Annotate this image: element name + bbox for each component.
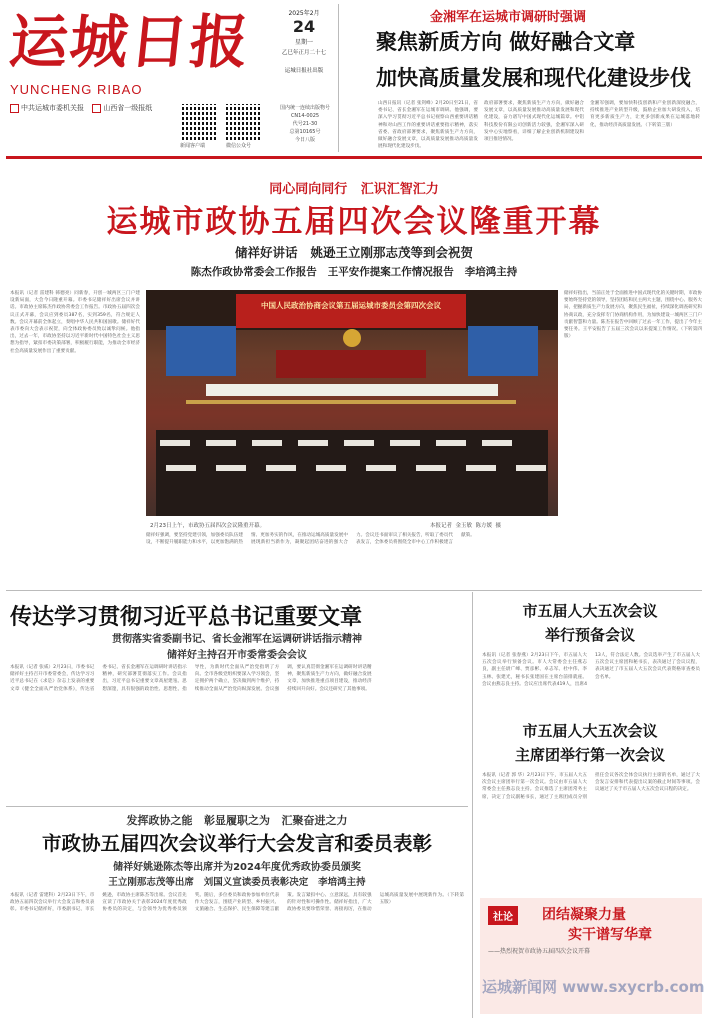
top-story-headline-1[interactable]: 聚焦新质方向 做好融合文章 — [376, 30, 636, 54]
top-story-body-1: 山西日报讯（记者 张剑峰）2月20日至21日，省委书记、省长金湘军在运城市调研。他强调，要深入学习贯彻习近平总书记视察山西重要讲话精神和对山西工作的重要讲话重要指示精神，落实省委、省政府部署要求，聚焦新质生产力方向，做好融合发展文章，以高质量发展推动高质量发展和现代化建设步伐。 — [378, 101, 478, 150]
date-day: 24 — [292, 17, 316, 36]
side1-headline-2[interactable]: 举行预备会议 — [544, 626, 635, 644]
main-subhead-2: 陈杰作政协常委会工作报告 王平安作提案工作情况报告 李培鸿主持 — [190, 266, 518, 278]
commentary-note: ——热烈祝贺市政协五届四次会议开幕 — [488, 948, 591, 955]
story3-body: 本报讯（记者 雷建科）2月23日下午，市政协五届四次会议举行大会发言和委员表彰。市委书记储祥好，市委副书记、市长姚逊，市政协主席陈杰等出席。会议首先宣读了市政协关于表彰2024年度优秀政协委员的决定，与会领导为优秀委员颁奖。随后，多位委员和政协参加单位代表作大会发言，围绕产业转型、乡村振兴、文旅融合、生态保护、民生保障等建言献策。发言紧扣中心、立意深远，具有较强的针对性和可操作性。储祥好指出，广大政协委员要珍惜荣誉、再接再厉，在推动运城高质量发展中展现新作为。（下转第五版） — [10, 893, 464, 913]
qr2-caption: 微信公众号 — [226, 143, 252, 149]
top-story-body-2: 政府部署要求，聚焦新质生产力方向，做好融合发展文章，以高质量发展推动高质量发展和现代化建设，奋力谱写中国式现代化运城篇章。中铝科技股份有限公司创新活力较强，金湘军深入研发中心实地察看，详细了解企业创新机制建设和项目推进情况。 — [484, 101, 584, 143]
story2-subhead-1: 贯彻落实省委副书记、省长金湘军在运调研讲话指示精神 — [112, 634, 362, 645]
story2-headline[interactable]: 传达学习贯彻习近平总书记重要文章 — [10, 605, 363, 630]
story3-subhead-2: 王立刚那志茂等出席 刘国义宣读委员表彰决定 李培鸿主持 — [108, 877, 366, 888]
info-line: 今日八版 — [294, 137, 315, 143]
tag1: 中共运城市委机关报 — [21, 104, 84, 112]
info-line: 总第10165号 — [289, 129, 321, 135]
qr1-caption: 新闻客户端 — [180, 143, 206, 149]
tag2: 山西省一级报纸 — [103, 104, 153, 112]
main-kicker: 同心同向同行 汇识汇智汇力 — [269, 182, 439, 197]
side2-headline-1[interactable]: 市五届人大五次会议 — [522, 722, 658, 740]
side1-body: 本报讯（记者 张春燕）2月23日下午，市五届人大五次会议举行预备会议。市人大常委会主任燕志良，副主任尉广峰、贾彦彬、卓志军、杜中伟、李玉林、张建光，秘书长张建国在主席台前排就座。会议由燕志良主持。会议应出席代表419人，出席413人，符合法定人数。会议选举产生了市五届人大五次会议主席团和秘书长，表决通过了会议议程，表决通过了市五届人大五次会议代表资格审查委员会名单。 — [482, 653, 700, 687]
date-lunar: 乙巳年正月二十七 — [281, 50, 326, 56]
qr-code-wechat[interactable] — [226, 104, 262, 140]
publication-info — [276, 104, 334, 144]
photo-credit: 本报记者 金玉敏 陈方媛 摄 — [430, 523, 501, 529]
masthead-divider — [6, 156, 702, 159]
main-photo[interactable] — [146, 290, 558, 516]
story2-body: 本报讯（记者 张威）2月23日，市委书记储祥好主持召开市委常委会，传达学习习近平总书记在《求是》杂志上发表的重要文章《健全全面从严治党体系》，传达省委书记、省长金湘军在运调研时讲话指示精神，研究部署贯彻落实工作。会议指出，习近平总书记重要文章高屋建瓴、思想深邃，具有很强的政治性、思想性、指导性，为新时代全面从严治党指明了方向。全市各级党组织要深入学习领会，坚定拥护两个确立，坚决做到两个维护，持续推动全面从严治党向纵深发展。会议强调，要认真贯彻金湘军在运调研时讲话精神，聚焦新质生产力方向，做好融合发展文章，加快推进重点项目建设，推动经济持续回升向好。会议还研究了其他事项。 — [10, 665, 372, 692]
qr-code-app[interactable] — [182, 104, 218, 140]
side2-headline-2[interactable]: 主席团举行第一次会议 — [514, 746, 665, 764]
commentary-label: 社论 — [488, 906, 518, 925]
story2-subhead-2: 储祥好主持召开市委常委会会议 — [167, 650, 307, 661]
story3-kicker: 发挥政协之能 彰显履职之为 汇聚奋进之力 — [126, 814, 348, 827]
commentary-headline: 团结凝聚力量 — [542, 907, 626, 923]
top-story-body-3: 金湘军强调，要加快科技创新和产业创新深度融合，持续推进产业转型升级，鼓励企业加大研发投入，培育更多新质生产力，让更多创新成果在运城落地转化，推动经济高质量发展。（下转第三版） — [590, 101, 700, 128]
date-weekday: 星期一 — [294, 39, 313, 46]
commentary-subhead: 实干谱写华章 — [568, 927, 652, 943]
side1-headline-1[interactable]: 市五届人大五次会议 — [522, 602, 658, 620]
date-block — [278, 8, 330, 74]
main-col-bottom: 储祥好强调，要坚持党建引领，加强委员队伍建设，不断提升履职能力和水平，以更加饱满的热情、更加务实的作风，在推动运城高质量发展中展现新担当新作为，凝聚起团结奋进的强大合力。会议还书面审议了相关报告，听取了委员代表发言，全体委员将围绕全市中心工作积极建言献策。 — [146, 533, 475, 546]
tag1-icon — [10, 104, 19, 113]
info-line: CN14-0025 — [290, 113, 320, 119]
masthead-tags — [10, 103, 152, 113]
watermark: 运城新闻网 www.sxycrb.com — [482, 978, 705, 996]
info-line: 国内统一连续出版物号 — [279, 105, 330, 111]
side2-body: 本报讯（记者 郭 华）2月23日下午，市五届人大五次会议主席团举行第一次会议。会议由市五届人大常委会主任燕志良主持。会议推选了主席团常务主席，决定了会议副秘书长，通过了主席团成员分别担任会议各次全体会议执行主席的名单，通过了大会发言安排和代表提出议案的截止时间等事项。会议通过了关于市五届人大五次会议日程的决定。 — [482, 773, 700, 800]
main-col-right: 储祥好指出，当前正处于全面推进中国式现代化的关键时期，市政协要始终坚持党的领导，坚持团结和民主两大主题，围绕中心、服务大局，把握新质生产力发展方向，聚焦民生福祉，持续深化调查研究和协商议政，充分发挥专门协商机构作用，为加快建设一城两区三门户贡献智慧和力量。陈杰在报告中回顾了过去一年工作，提出了今年主要任务。王平安报告了五届三次会议以来提案工作情况。（下转第四版） — [564, 291, 702, 340]
tag2-icon — [92, 104, 101, 113]
masthead-pinyin: YUNCHENG RIBAO — [10, 82, 143, 97]
main-col-left: 本报讯（记者 雷建科 韩德亮）同新春，开创一城两区三门户建设新局面，大会今日隆重开幕。市委书记储祥好出席会议并讲话。市政协主席陈杰作政协常委会工作报告。市政协五届四次会议正式开幕，会议应到委员387名，实到359名，符合规定人数。会议开幕前全体起立，奏唱中华人民共和国国歌。储祥好代表市委向大会表示祝贺，向全体政协委员致以诚挚问候。他指出，过去一年，市政协坚持以习近平新时代中国特色社会主义思想为指导，紧扣市委决策部署，积极履行职能，为推动全市经济社会高质量发展作出了重要贡献。 — [10, 291, 140, 354]
story3-headline[interactable]: 市政协五届四次会议举行大会发言和委员表彰 — [41, 832, 432, 855]
masthead-title: 运城日报 — [6, 8, 254, 76]
main-headline[interactable]: 运城市政协五届四次会议隆重开幕 — [106, 204, 602, 240]
top-story-kicker: 金湘军在运城市调研时强调 — [430, 10, 587, 25]
top-story-headline-2[interactable]: 加快高质量发展和现代化建设步伐 — [376, 66, 691, 90]
info-line: 代号21-30 — [292, 121, 318, 127]
conference-hall-image — [146, 290, 558, 516]
date-year-month: 2025年2月 — [288, 10, 320, 17]
photo-caption: 2月23日上午，市政协五届四次会议隆重开幕。 — [150, 523, 265, 529]
story3-subhead-1: 储祥好姚逊陈杰等出席并为2024年度优秀政协委员颁奖 — [113, 862, 361, 873]
photo-banner: 中国人民政治协商会议第五届运城市委员会第四次会议 — [261, 301, 441, 310]
publisher: 运城日报社出版 — [284, 68, 324, 74]
main-subhead-1: 储祥好讲话 姚逊王立刚那志茂等到会祝贺 — [234, 245, 474, 260]
